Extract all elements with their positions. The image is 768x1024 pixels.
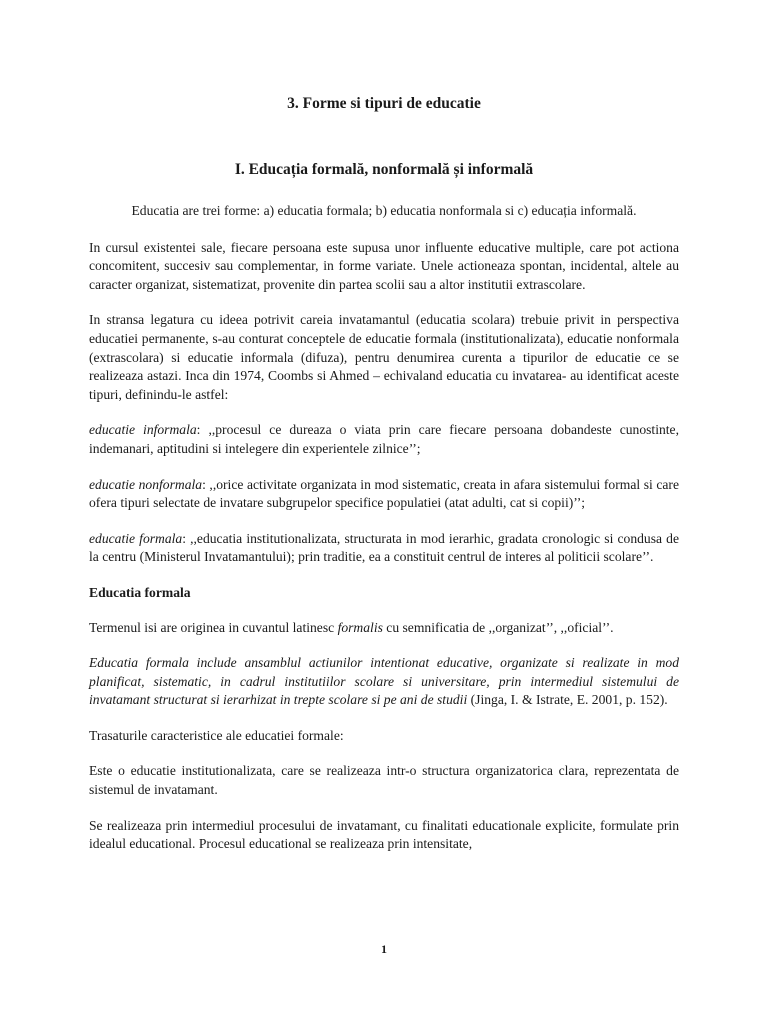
paragraph-existence: In cursul existentei sale, fiecare persoana este supusa unor influente educative multiple, care pot actiona concomitent, succesiv sau complementar, in forme variate. Unele actioneaza spontan, incidental, altele au caracter organizat, sistematizat, provenite din partea scolii sau a altor institutii extrascolare. bbox=[89, 239, 679, 292]
definition-nonformal bbox=[89, 476, 679, 513]
definition-informal bbox=[89, 421, 679, 458]
origin-text-before: Termenul isi are originea in cuvantul latinesc bbox=[89, 619, 338, 635]
page-number: 1 bbox=[381, 942, 387, 956]
definition-text: : ,,procesul ce dureaza o viata prin care fiecare persoana dobandeste cunostinte, indemanari, aptitudini si intelegere din experientele zilnice’’; bbox=[89, 422, 679, 456]
paragraph-quote bbox=[89, 654, 679, 710]
definition-term: educatie nonformala bbox=[89, 476, 203, 492]
section-title: I. Educația formală, nonformală și informală bbox=[234, 161, 534, 178]
definition-formal bbox=[89, 530, 679, 567]
definition-term: educatie informala bbox=[89, 422, 197, 438]
quote-text: Educatia formala include ansamblul actiunilor intentionat educative, organizate si realizate in mod planificat, sistematic, in cadrul institutiilor scolare si universitare, prin intermediul sistemului de invatamant structurat si ierarhizat in trepte scolare si pe ani de studii bbox=[89, 655, 679, 708]
trait-process: Se realizeaza prin intermediul procesului de invatamant, cu finalitati educationale explicite, formulate prin idealul educational. Procesul educational se realizeaza prin intensitate, bbox=[89, 817, 679, 852]
document-title: 3. Forme si tipuri de educatie bbox=[287, 95, 481, 112]
heading-formal-education: Educatia formala bbox=[89, 584, 191, 600]
quote-citation: (Jinga, I. & Istrate, E. 2001, p. 152). bbox=[467, 692, 668, 708]
intro-paragraph: Educatia are trei forme: a) educatia formala; b) educatia nonformala si c) educația informală. bbox=[131, 203, 637, 218]
page-content bbox=[89, 94, 679, 854]
definition-term: educatie formala bbox=[89, 530, 183, 546]
definition-text: : ,,educatia institutionalizata, structurata in mod ierarhic, gradata cronologic si condusa de la centru (Ministerul Invatamantului); prin traditie, ea a constituit centrul de interes al politicii scolare’’. bbox=[89, 530, 679, 565]
paragraph-origin bbox=[89, 619, 679, 638]
origin-latin-word: formalis bbox=[337, 619, 383, 635]
origin-text-after: cu semnificatia de ,,organizat’’, ,,oficial’’. bbox=[382, 619, 614, 635]
definition-text: : ,,orice activitate organizata in mod sistematic, creata in afara sistemului formal si care ofera tipuri selectate de invatare subgrupelor specifice populatiei (atat adulti, cat si copii)’’; bbox=[89, 476, 679, 511]
trait-institutionalized: Este o educatie institutionalizata, care se realizeaza intr-o structura organizatorica clara, reprezentata de sistemul de invatamant. bbox=[89, 763, 679, 798]
paragraph-concepts: In stransa legatura cu ideea potrivit careia invatamantul (educatia scolara) trebuie privit in perspectiva educatiei permanente, s-au conturat conceptele de educatie formala (institutionalizata), educatie nonformala (extrascolara) si educatie informala (difuza), pentru denumirea curenta a tipurilor de educatie ce se realizeaza astazi. Inca din 1974, Coombs si Ahmed – echivaland educatia cu invatarea- au identificat aceste tipuri, definindu-le astfel: bbox=[89, 312, 679, 402]
traits-intro: Trasaturile caracteristice ale educatiei formale: bbox=[89, 727, 344, 743]
